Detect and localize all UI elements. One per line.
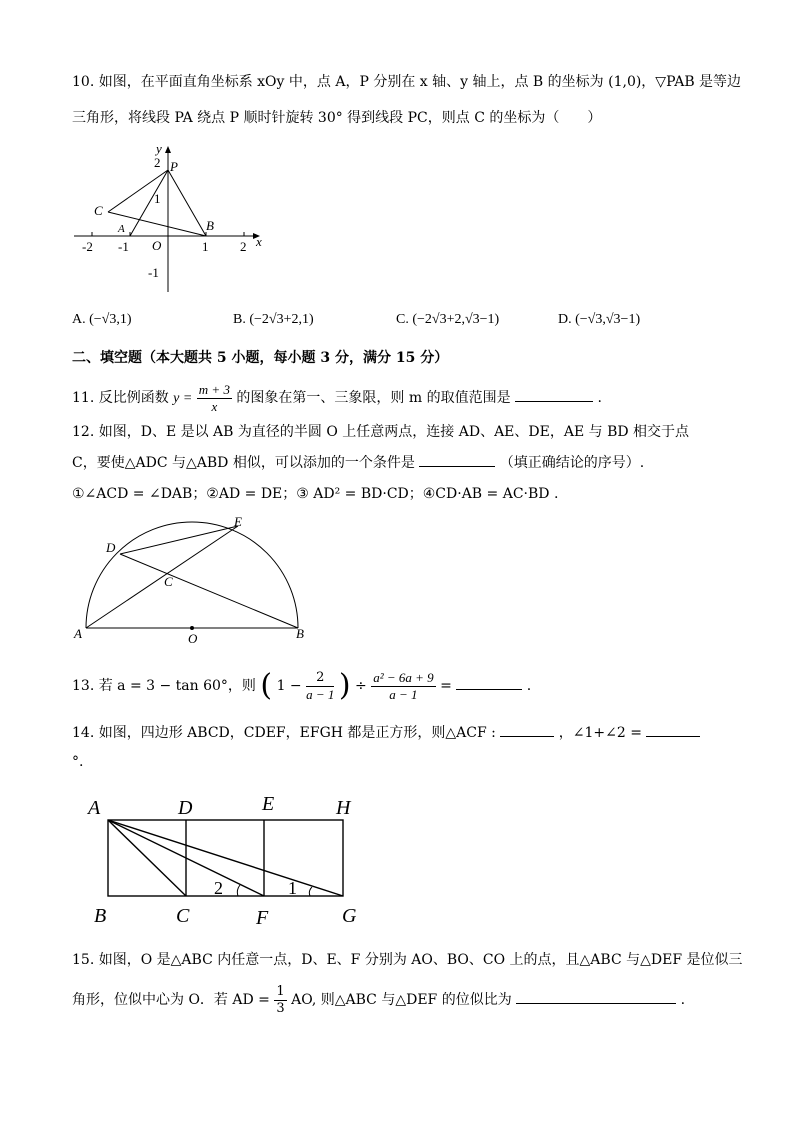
segment-BD (120, 554, 298, 628)
segment-AG (108, 820, 343, 896)
label-D: D (106, 540, 116, 555)
q12-semicircle-figure (72, 512, 322, 647)
label-C: C (164, 574, 173, 589)
q14-answer-blank-2[interactable] (646, 722, 700, 737)
section-heading: 二、填空题（本大题共 5 小题，每小题 3 分，满分 15 分） (72, 350, 449, 366)
label-G: G (342, 905, 357, 927)
center-point (190, 626, 194, 630)
q13-fraction-2: $\frac{\text{a² − 6a + 9}}{a - 1}$ (373, 669, 434, 702)
q13-fraction-1: $\frac{2}{a - 1}$ (306, 669, 335, 702)
label-E: E (234, 514, 242, 529)
q10-line1: 10. 如图，在平面直角坐标系 xOy 中，点 A，P 分别在 x 轴、y 轴上，点 B 的坐标为 (1,0)，▽PAB 是等边 (72, 74, 742, 90)
q15-fraction: $\frac{1}{3}$ (276, 983, 285, 1016)
label-B: B (94, 905, 107, 927)
label-A: A (74, 626, 82, 641)
left-paren: ( (260, 668, 273, 703)
q15-answer-blank[interactable] (516, 989, 676, 1004)
q11-answer-blank[interactable] (515, 387, 593, 402)
label-B: B (206, 218, 214, 233)
angle-label-2: 2 (214, 878, 223, 898)
angle-2-arc (237, 885, 240, 896)
q11-line: 11. 反比例函数 y = $\frac{m + 3}{x}$ 的图象在第一、三象限，则 m 的取值范围是 . (72, 381, 602, 414)
q13-line: 13. 若 a = 3 − tan 60°，则 ( 1 − $\frac{2}{a - 1}$ ) ÷ $\frac{\text{a² − 6a + 9}}{a - 1}$ = . (72, 668, 532, 703)
y-axis-arrow (165, 146, 171, 153)
segment-DE (120, 526, 238, 554)
label-y: y (156, 141, 162, 156)
segment-AC (108, 820, 186, 896)
label-O: O (152, 238, 162, 253)
label-x: x (256, 234, 262, 249)
q12-line1: 12. 如图，D、E 是以 AB 为直径的半圆 O 上任意两点，连接 AD、AE、DE，AE 与 BD 相交于点 (72, 424, 690, 440)
q14-line2: °. (72, 754, 84, 770)
q10-option-c[interactable]: C. (−2√3+2,√3−1) (396, 312, 500, 327)
right-paren: ) (338, 668, 351, 703)
label-F: F (256, 907, 269, 929)
q15-line1: 15. 如图，O 是△ABC 内任意一点，D、E、F 分别为 AO、BO、CO 上的点，且△ABC 与△DEF 是位似三 (72, 952, 743, 968)
semicircle-arc (86, 522, 298, 628)
q12-line2: C，要使△ADC 与△ABD 相似，可以添加的一个条件是 （填正确结论的序号）. (72, 452, 644, 473)
q10-line2: 三角形，将线段 PA 绕点 P 顺时针旋转 30° 得到线段 PC，则点 C 的坐标为（ ） (72, 110, 602, 126)
q10-coordinate-figure (70, 140, 270, 300)
tick-x-1: 1 (202, 239, 209, 254)
label-B: B (296, 626, 304, 641)
q13-answer-blank[interactable] (456, 675, 522, 690)
tick-x-neg2: -2 (82, 239, 93, 254)
label-E: E (262, 793, 275, 815)
q14-line1: 14. 如图，四边形 ABCD，CDEF，EFGH 都是正方形，则△ACF : ，∠1+∠2 = (72, 722, 700, 743)
tick-y-neg1: -1 (148, 265, 159, 280)
q11-fraction: $\frac{m + 3}{x}$ (198, 381, 230, 414)
q14-answer-blank-1[interactable] (500, 722, 554, 737)
tick-y-1: 1 (154, 191, 161, 206)
angle-label-1: 1 (288, 878, 297, 898)
q12-line3: ①∠ACD = ∠DAB；②AD = DE；③ AD² = BD·CD；④CD·AB = AC·BD . (72, 486, 559, 502)
label-A: A (88, 797, 101, 819)
label-O: O (188, 631, 198, 646)
q14-squares-figure (80, 790, 380, 930)
q10-option-b[interactable]: B. (−2√3+2,1) (233, 312, 314, 327)
label-C: C (94, 203, 103, 218)
label-C: C (176, 905, 190, 927)
tick-y-2: 2 (154, 155, 161, 170)
segment-PB (168, 170, 206, 236)
q10-option-a[interactable]: A. (−√3,1) (72, 312, 132, 327)
tick-x-2: 2 (240, 239, 247, 254)
label-D: D (178, 797, 193, 819)
label-A: A (118, 223, 125, 235)
label-P: P (170, 159, 178, 174)
segment-PA (130, 170, 168, 236)
q15-line2: 角形，位似中心为 O．若 AD = $\frac{1}{3}$ AO, 则△ABC 与△DEF 的位似比为 . (72, 983, 686, 1016)
q12-answer-blank[interactable] (419, 452, 495, 467)
q10-option-d[interactable]: D. (−√3,√3−1) (558, 312, 641, 327)
angle-1-arc (309, 887, 312, 896)
label-H: H (336, 797, 351, 819)
tick-x-neg1: -1 (118, 239, 129, 254)
